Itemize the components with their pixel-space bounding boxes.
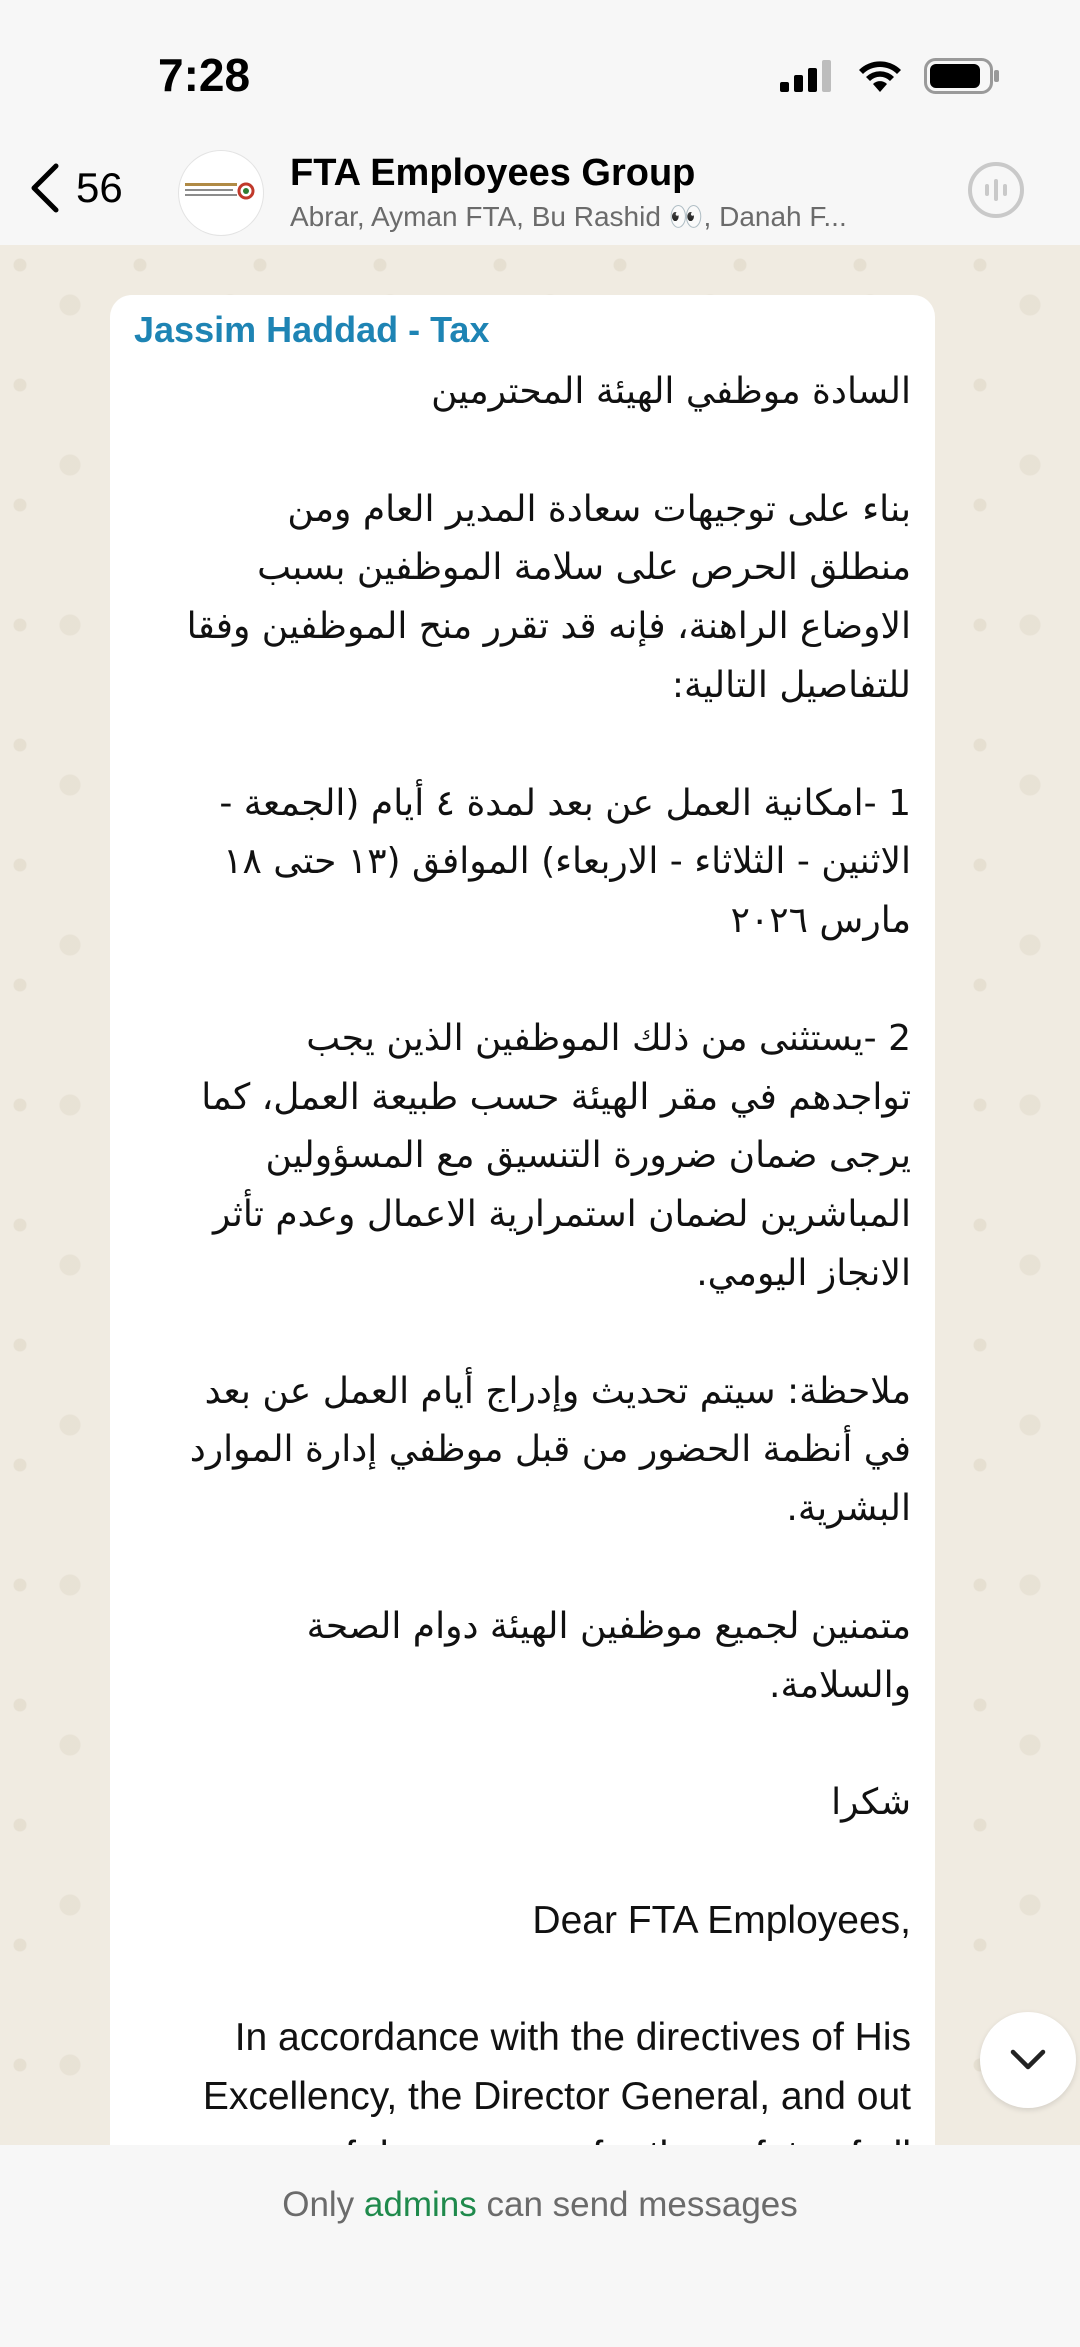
notice-suffix: can send messages [476, 2185, 798, 2224]
message-line: الانجاز اليومي. [696, 1252, 911, 1294]
signal-icon [780, 60, 836, 92]
message-line [134, 1715, 911, 1774]
message-bubble[interactable] [110, 295, 935, 2195]
group-members: Abrar, Ayman FTA, Bu Rashid 👀, Danah F... [290, 201, 847, 232]
message-line: والسلامة. [769, 1664, 911, 1706]
chevron-left-icon [28, 162, 62, 214]
message-line: السادة موظفي الهيئة المحترمين [431, 371, 911, 412]
message-line: الاثنين - الثلاثاء - الاربعاء) الموافق (١٣ حتى ١٨ [223, 841, 911, 883]
message-line [134, 422, 911, 481]
notice-prefix: Only [282, 2185, 364, 2224]
message-line: تواجدهم في مقر الهيئة حسب طبيعة العمل، كما [201, 1076, 911, 1118]
scroll-down-button[interactable] [980, 2012, 1076, 2108]
sender-name[interactable]: Jassim Haddad - Tax [134, 309, 490, 350]
message-line: 1 -امكانية العمل عن بعد لمدة ٤ أيام (الجمعة - [219, 782, 911, 824]
unread-count: 56 [76, 164, 123, 211]
message-line: متمنين لجميع موظفين الهيئة دوام الصحة [306, 1605, 911, 1647]
message-line [134, 951, 911, 1010]
bottom-bar [0, 2145, 1080, 2347]
message-line: البشرية. [786, 1488, 911, 1530]
message-line: يرجى ضمان ضرورة التنسيق مع المسؤولين [265, 1135, 911, 1177]
fta-logo-icon [179, 151, 263, 235]
message-line: للتفاصيل التالية: [671, 664, 911, 706]
message-line: المباشرين لضمان استمرارية الاعمال وعدم تأثر [213, 1194, 911, 1236]
message-line [134, 1304, 911, 1363]
voice-chat-icon[interactable] [968, 162, 1024, 218]
message-line [134, 1951, 911, 2010]
back-button[interactable] [28, 158, 123, 218]
battery-icon [924, 58, 1000, 94]
message-line [134, 1833, 911, 1892]
status-bar [0, 0, 1080, 140]
message-line: Dear FTA Employees, [532, 1898, 911, 1942]
message-body [134, 363, 911, 2186]
message-line: في أنظمة الحضور من قبل موظفي إدارة الموارد [189, 1429, 911, 1471]
notice-admins-link[interactable]: admins [363, 2185, 477, 2224]
message-line: In accordance with the directives of His [234, 2016, 911, 2060]
admin-only-notice [0, 2185, 1080, 2225]
message-line: ملاحظة: سيتم تحديث وإدراج أيام العمل عن بعد [204, 1370, 911, 1412]
chat-header [0, 140, 1080, 245]
message-line: شكرا [831, 1782, 911, 1824]
status-icons [780, 58, 1000, 94]
message-line: مارس ٢٠٢٦ [730, 900, 911, 942]
message-line [134, 716, 911, 775]
message-line: بناء على توجيهات سعادة المدير العام ومن [287, 488, 911, 530]
message-line: منطلق الحرص على سلامة الموظفين بسبب [257, 547, 911, 589]
message-line: Excellency, the Director General, and out [202, 2075, 911, 2119]
group-title[interactable]: FTA Employees Group [290, 152, 696, 194]
message-line: 2 -يستثنى من ذلك الموظفين الذين يجب [306, 1017, 911, 1059]
message-line [134, 1539, 911, 1598]
wifi-icon [856, 58, 904, 94]
chevron-down-icon [1008, 2047, 1048, 2073]
message-line: الاوضاع الراهنة، فإنه قد تقرر منح الموظفين وفقا [186, 606, 911, 648]
group-avatar[interactable] [178, 150, 264, 236]
status-time: 7:28 [158, 49, 251, 101]
